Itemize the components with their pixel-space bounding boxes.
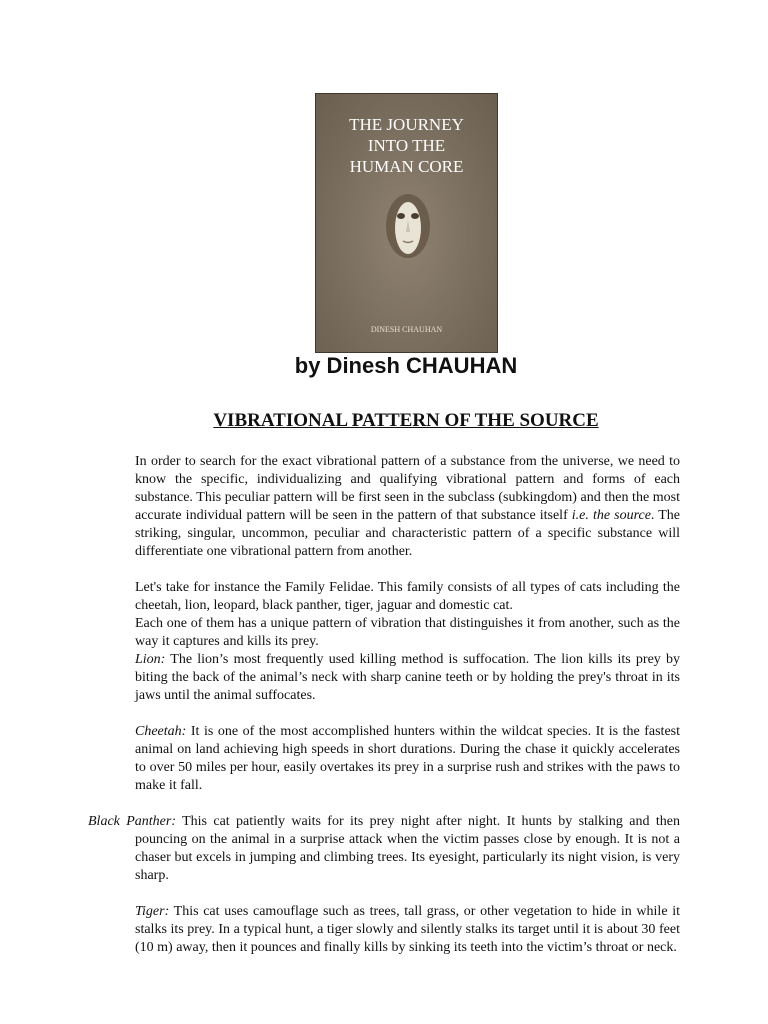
paragraph-unique-pattern: Each one of them has a unique pattern of vibration that distinguishes it from another, such as the way it captures and kills its prey.: [135, 616, 680, 649]
cover-author: DINESH CHAUHAN: [370, 325, 443, 334]
mask-face-image: [376, 186, 440, 266]
lion-text: The lion’s most frequently used killing method is suffocation. The lion kills its prey by biting the back of the animal’s neck with sharp canine teeth or by holding the prey's throat in its jaws until the animal suffocates.: [135, 652, 680, 703]
tiger-text: This cat uses camouflage such as trees, tall grass, or other vegetation to hide in while it stalks its prey. In a typical hunt, a tiger slowly and silently stalks its target until it is about 30 feet (10 m) away, then it pounces and finally kills by sinking its teeth into the victim’s throat or neck.: [135, 904, 680, 955]
cheetah-text: It is one of the most accomplished hunters within the wildcat species. It is the fastest animal on land achieving high speeds in short durations. During the chase it quickly accelerates to over 50 miles per hour, easily overtakes its prey in a surprise rush and strikes with the paws to make it fall.: [135, 724, 680, 793]
book-cover: [315, 93, 498, 353]
cheetah-label: Cheetah:: [135, 724, 187, 739]
byline: by Dinesh CHAUHAN: [294, 353, 518, 378]
paragraph-intro-emphasis: i.e. the source: [571, 508, 651, 523]
cover-title: THE JOURNEY INTO THE HUMAN CORE: [349, 115, 464, 176]
paragraph-cheetah: [135, 723, 680, 795]
paragraph-lion: [135, 651, 680, 705]
body-text: [88, 453, 680, 957]
paragraph-intro: [135, 453, 680, 561]
paragraph-felidae: Let's take for instance the Family Felidae. This family consists of all types of cats including the cheetah, lion, leopard, black panther, tiger, jaguar and domestic cat.: [135, 580, 680, 613]
paragraph-intro-part2: . The striking, singular, uncommon, peculiar and characteristic pattern of a specific substance will differentiate one vibrational pattern from another.: [135, 508, 680, 559]
black-panther-text: This cat patiently waits for its prey night after night. It hunts by stalking and then pouncing on the animal in a surprise attack when the victim passes close by enough. It is not a chaser but excels in jumping and climbing trees. Its eyesight, particularly its night vision, is very sharp.: [135, 814, 680, 883]
section-heading: VIBRATIONAL PATTERN OF THE SOURCE: [213, 410, 599, 431]
paragraph-intro-part1: In order to search for the exact vibrational pattern of a substance from the universe, we need to know the specific, individualizing and qualifying vibrational pattern and forms of each substance. This peculiar pattern will be first seen in the subclass (subkingdom) and then the most accurate individual pattern will be seen in the pattern of that substance itself: [135, 454, 680, 523]
tiger-label: Tiger:: [135, 904, 170, 919]
paragraph-tiger: [135, 903, 680, 957]
lion-label: Lion:: [135, 652, 166, 667]
paragraph-black-panther: [88, 813, 680, 885]
black-panther-label: Black Panther:: [88, 814, 176, 829]
